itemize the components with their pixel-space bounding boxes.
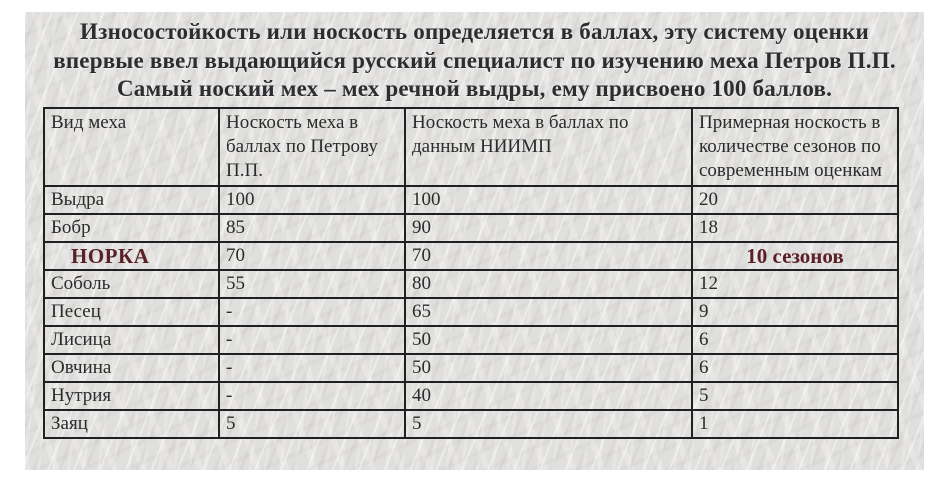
table-row <box>44 298 898 326</box>
table-row <box>44 382 898 410</box>
niimp-score-cell: 100 <box>405 186 692 214</box>
table-row <box>44 214 898 242</box>
seasons-cell: 6 <box>692 354 898 382</box>
niimp-score-cell: 90 <box>405 214 692 242</box>
page-title <box>25 12 924 104</box>
table-header <box>44 108 898 186</box>
textured-slide-background <box>25 12 924 470</box>
petrov-score-cell: 5 <box>219 410 405 438</box>
seasons-cell: 10 сезонов <box>692 242 898 270</box>
niimp-score-cell: 5 <box>405 410 692 438</box>
seasons-cell: 5 <box>692 382 898 410</box>
header-seasons: Примерная носкость в количестве сезонов по современным оценкам <box>692 108 898 186</box>
title-line-2: впервые ввел выдающийся русский специалист по изучению меха Петров П.П. <box>53 47 896 73</box>
petrov-score-cell: - <box>219 326 405 354</box>
seasons-cell: 20 <box>692 186 898 214</box>
seasons-cell: 6 <box>692 326 898 354</box>
seasons-cell: 1 <box>692 410 898 438</box>
table-row <box>44 326 898 354</box>
table-row <box>44 242 898 270</box>
table-header-row <box>44 108 898 186</box>
header-niimp-score: Носкость меха в баллах по данным НИИМП <box>405 108 692 186</box>
seasons-cell: 12 <box>692 270 898 298</box>
fur-durability-table <box>43 107 899 439</box>
niimp-score-cell: 80 <box>405 270 692 298</box>
table-row <box>44 354 898 382</box>
petrov-score-cell: 55 <box>219 270 405 298</box>
fur-name-cell: Лисица <box>44 326 219 354</box>
fur-name-cell: Бобр <box>44 214 219 242</box>
seasons-cell: 9 <box>692 298 898 326</box>
niimp-score-cell: 40 <box>405 382 692 410</box>
niimp-score-cell: 70 <box>405 242 692 270</box>
niimp-score-cell: 65 <box>405 298 692 326</box>
table-row <box>44 270 898 298</box>
petrov-score-cell: 70 <box>219 242 405 270</box>
seasons-cell: 18 <box>692 214 898 242</box>
fur-name-cell: Песец <box>44 298 219 326</box>
fur-name-cell: Соболь <box>44 270 219 298</box>
header-petrov-score: Носкость меха в баллах по Петрову П.П. <box>219 108 405 186</box>
petrov-score-cell: - <box>219 382 405 410</box>
petrov-score-cell: - <box>219 354 405 382</box>
niimp-score-cell: 50 <box>405 354 692 382</box>
table-row <box>44 410 898 438</box>
header-fur-type: Вид меха <box>44 108 219 186</box>
table-body <box>44 186 898 438</box>
petrov-score-cell: - <box>219 298 405 326</box>
table-row <box>44 186 898 214</box>
fur-name-cell: НОРКА <box>44 242 219 270</box>
fur-name-cell: Заяц <box>44 410 219 438</box>
title-line-3: Самый ноский мех – мех речной выдры, ему присвоено 100 баллов. <box>116 76 833 101</box>
fur-name-cell: Выдра <box>44 186 219 214</box>
niimp-score-cell: 50 <box>405 326 692 354</box>
petrov-score-cell: 100 <box>219 186 405 214</box>
fur-name-cell: Нутрия <box>44 382 219 410</box>
title-line-1: Износостойкость или носкость определяется в баллах, эту систему оценки <box>80 19 869 44</box>
petrov-score-cell: 85 <box>219 214 405 242</box>
fur-name-cell: Овчина <box>44 354 219 382</box>
